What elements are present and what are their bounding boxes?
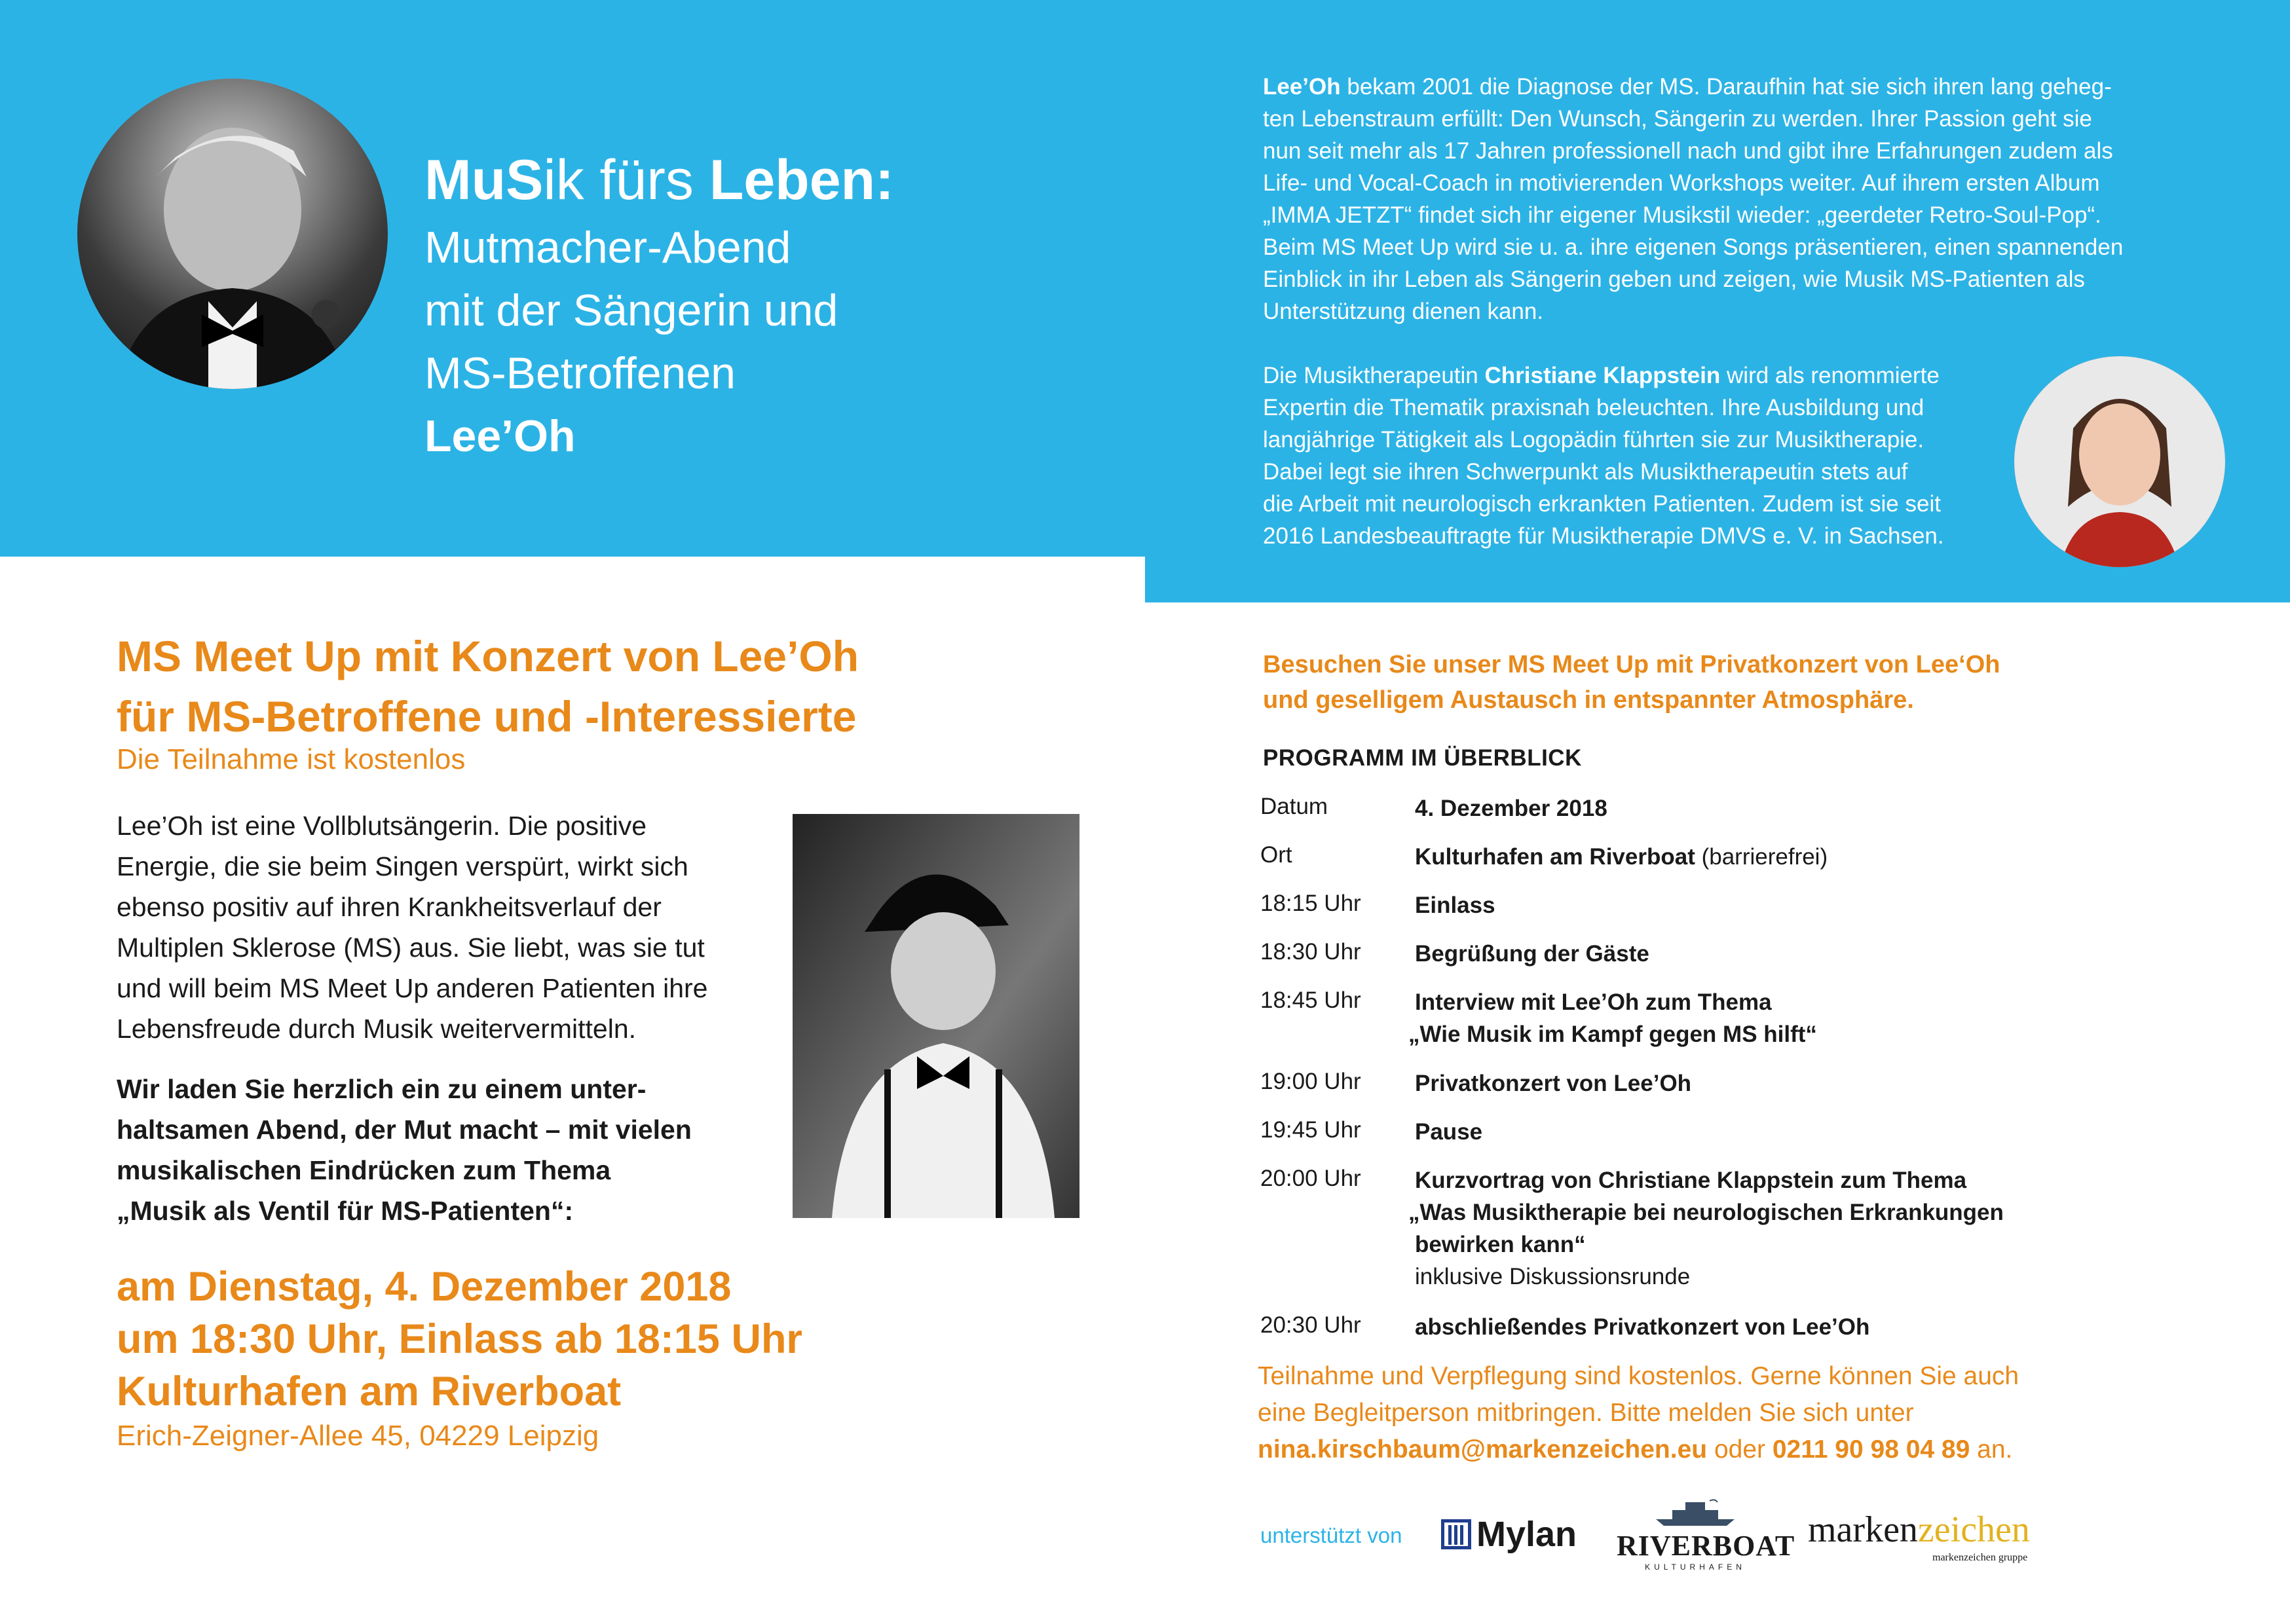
mylan-logo: Mylan [1441,1514,1577,1555]
hero-name: Lee’Oh [424,411,576,461]
markenzeichen-tagline: markenzeichen gruppe [1932,1552,2028,1563]
program-value-datum: 4. Dezember 2018 [1415,796,1607,821]
invitation-text: Wir laden Sie herzlich ein zu einem unter- haltsamen Abend, der Mut macht – mit vielen musikalischen Eindrücken zum Thema „Musik als Ventil für MS-Patienten“: [117,1074,692,1226]
concert-photo [793,814,1079,1218]
event-date-block: am Dienstag, 4. Dezember 2018 um 18:30 Uhr, Einlass ab 18:15 Uhr Kulturhafen am Riverboat [117,1264,802,1414]
hero-title: MuSik fürs Leben: [424,149,894,212]
markenzeichen-logo: markenzeichen [1808,1509,2030,1550]
program-event: abschließendes Privatkonzert von Lee’Oh [1415,1314,1870,1340]
program-event: Interview mit Lee’Oh zum Thema „Wie Musik im Kampf gegen MS hilft“ [1408,989,1817,1047]
program-time: 19:00 Uhr [1260,1069,1361,1094]
program-time: 20:30 Uhr [1260,1312,1361,1338]
program-event: Begrüßung der Gäste [1415,941,1649,967]
hero-subtitle: Mutmacher-Abend mit der Sängerin und MS-Betroffenen Lee’Oh [424,216,838,468]
visit-headline: Besuchen Sie unser MS Meet Up mit Privatkonzert von Lee‘Oh und geselligem Austausch in entspannter Atmosphäre. [1263,651,2000,714]
portrait-lee-oh [77,79,388,389]
registration-note: Teilnahme und Verpflegung sind kostenlos. Gerne können Sie auch eine Begleitperson mitbringen. Bitte melden Sie sich unter nina.kirschbaum@markenzeichen.eu oder 0211 90 98 04 89 an. [1258,1362,2019,1464]
program-time: 18:45 Uhr [1260,987,1361,1013]
program-time: 18:30 Uhr [1260,939,1361,965]
riverboat-logo: RIVERBOAT KULTURHAFEN [1617,1497,1774,1572]
intro-text: Lee’Oh bekam 2001 die Diagnose der MS. Daraufhin hat sie sich ihren lang geheg- ten Lebenstraum erfüllt: Den Wunsch, Sängerin zu werden. Ihrer Passion geht sie nun seit mehr als 17 Jahren professionell nach und gibt ihre Erfahrungen zudem als Life- und Vocal-Coach in motivierenden Workshops weiter. Auf ihrem ersten Album „IMMA JETZT“ findet sich ihr eigener Musikstil wieder: „geerdeter Retro-Soul-Pop“. Beim MS Meet Up wird sie u. a. ihre eigenen Songs präsentieren, einen spannenden Einblick in ihr Leben als Sängerin geben und zeigen, wie Musik MS-Patienten als Unterstützung dienen kann. Die Musiktherapeutin Christiane Klappstein wird als renommierte Expertin die Thematik praxisnah beleuchten. Ihre Ausbildung und langjährige Tätigkeit als Logopädin führten sie zur Musiktherapie. Dabei legt sie ihren Schwerpunkt als Musiktherapeutin stets auf die Arbeit mit neurologisch erkrankten Patienten. Zudem ist sie seit 2016 Landesbeauftragte für Musiktherapie DMVS e. V. in Sachsen. [1263,74,2124,549]
main-headline: MS Meet Up mit Konzert von Lee’Oh für MS-Betroffene und -Interessierte [117,632,859,741]
program-time: 19:45 Uhr [1260,1117,1361,1143]
program-heading: PROGRAMM IM ÜBERBLICK [1263,745,1582,771]
mylan-mark-icon [1441,1519,1471,1549]
program-label-ort: Ort [1260,842,1292,868]
riverboat-ship-icon [1649,1497,1741,1526]
contact-email[interactable]: nina.kirschbaum@markenzeichen.eu [1258,1435,1708,1464]
venue-address: Erich-Zeigner-Allee 45, 04229 Leipzig [117,1420,599,1452]
program-event: Einlass [1415,893,1495,918]
program-value-ort: Kulturhafen am Riverboat (barrierefrei) [1415,844,1828,870]
program-event: Kurzvortrag von Christiane Klappstein zum Thema „Was Musiktherapie bei neurologischen Erkrankungen bewirken kann“ inklusive Diskussionsrunde [1408,1168,2004,1289]
program-event: Privatkonzert von Lee’Oh [1415,1071,1692,1096]
program-time: 20:00 Uhr [1260,1166,1361,1191]
program-event: Pause [1415,1119,1483,1145]
program-label-datum: Datum [1260,794,1328,819]
program-time: 18:15 Uhr [1260,891,1361,916]
contact-phone[interactable]: 0211 90 98 04 89 [1772,1435,1970,1464]
free-participation-note: Die Teilnahme ist kostenlos [117,743,466,775]
sponsor-label: unterstützt von [1260,1523,1402,1547]
intro-paragraph: Lee’Oh ist eine Vollblutsängerin. Die positive Energie, die sie beim Singen verspürt, wirkt sich ebenso positiv auf ihren Krankheitsverlauf der Multiplen Sklerose (MS) aus. Sie liebt, was sie tut und will beim MS Meet Up anderen Patienten ihre Lebensfreude durch Musik weitervermitteln. [117,811,708,1044]
